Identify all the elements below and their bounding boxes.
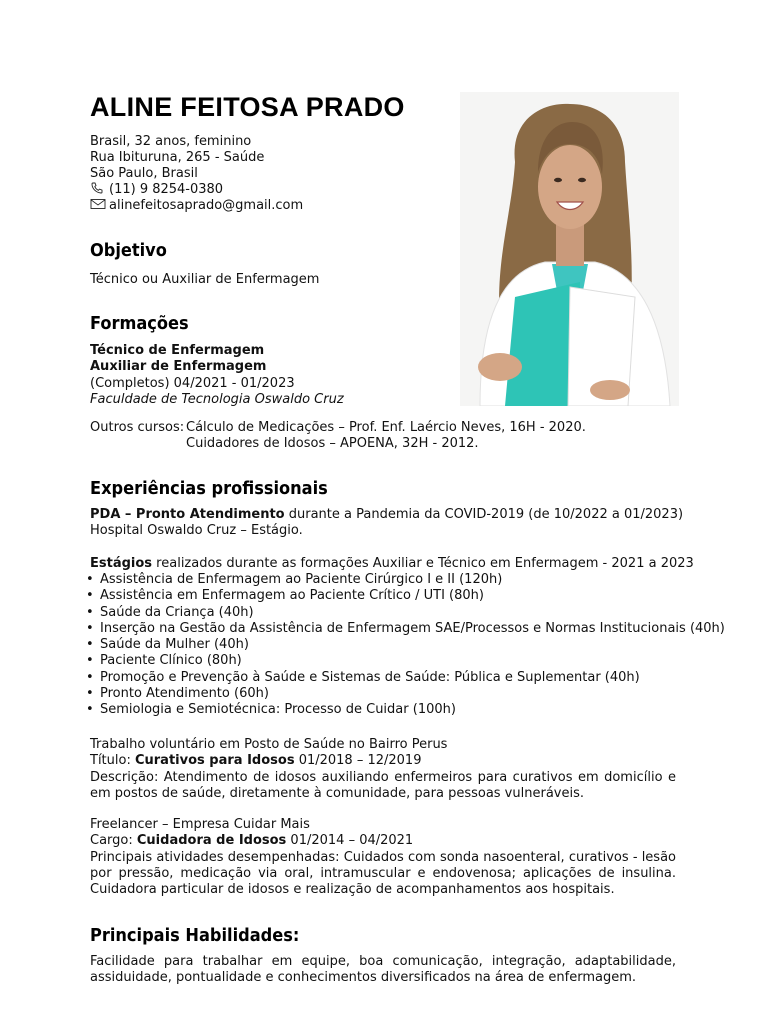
email-line [90,198,303,214]
phone-icon [90,182,106,194]
estagios-heading [90,556,694,572]
list-item: • Semiologia e Semiotécnica: Processo de Cuidar (100h) [92,702,725,718]
section-title-habilidades: Principais Habilidades: [90,925,300,946]
personal-info: Brasil, 32 anos, feminino [90,134,252,149]
voluntario-title-label: Título: [90,753,135,769]
section-title-formacoes: Formações [90,313,189,334]
pda-hospital: Hospital Oswaldo Cruz – Estágio. [90,523,303,539]
contact-block [90,134,303,214]
estagios-list [92,572,725,719]
voluntario-heading: Trabalho voluntário em Posto de Saúde no Bairro Perus [90,737,448,752]
phone-number: (11) 9 8254-0380 [109,182,224,197]
list-item: • Pronto Atendimento (60h) [92,686,725,702]
email-address[interactable]: alinefeitosaprado@gmail.com [109,198,304,213]
freelancer-cargo-label: Cargo: [90,833,137,849]
course-tecnico: Técnico de Enfermagem [90,343,265,358]
address-street: Rua Ibituruna, 265 - Saúde [90,150,265,165]
pda-detail: durante a Pandemia da COVID-2019 (de 10/2022 a 01/2023) [284,507,684,522]
outros-cursos-label: Outros cursos: [90,420,185,435]
freelancer-heading: Freelancer – Empresa Cuidar Mais [90,817,310,832]
list-item: • Assistência de Enfermagem ao Paciente Cirúrgico I e II (120h) [92,572,725,588]
profile-photo-illustration [460,92,679,406]
course-status: (Completos) 04/2021 - 01/2023 [90,375,295,391]
candidate-name: ALINE FEITOSA PRADO [90,92,405,122]
list-item: • Promoção e Prevenção à Saúde e Sistemas de Saúde: Pública e Suplementar (40h) [92,670,725,686]
voluntario-title: Curativos para Idosos [134,753,295,769]
voluntario-block [90,737,676,802]
freelancer-cargo: Cuidadora de Idosos [136,833,287,849]
outros-cursos-list [186,420,586,453]
freelancer-description: Principais atividades desempenhadas: Cuidados com sonda nasoenteral, curativos - lesão por pressão, medicação via oral, intramuscular e endovenosa; aplicações de insulina. Cuidadora particular de idosos e realização de acompanhamentos aos hospitais. [90,849,676,898]
objetivo-text: Técnico ou Auxiliar de Enfermagem [90,272,320,287]
list-item: • Paciente Clínico (80h) [92,653,725,669]
list-item: • Inserção na Gestão da Assistência de Enfermagem SAE/Processos e Normas Institucionais (40h) [92,621,725,637]
voluntario-dates: 01/2018 – 12/2019 [294,753,422,769]
voluntario-description: Descrição: Atendimento de idosos auxiliando enfermeiros para curativos em domicílio e em postos de saúde, diretamente à comunidade, para pessoas vulneráveis. [90,769,676,801]
freelancer-dates: 01/2014 – 04/2021 [286,833,414,849]
estagios-detail: realizados durante as formações Auxiliar e Técnico em Enfermagem - 2021 a 2023 [152,556,694,571]
pda-block [90,507,683,540]
outros-curso-item: Cálculo de Medicações – Prof. Enf. Laércio Neves, 16H - 2020. [186,420,586,435]
formacoes-block [90,343,344,408]
list-item: • Assistência em Enfermagem ao Paciente Crítico / UTI (80h) [92,588,725,604]
pda-title: PDA – Pronto Atendimento [90,507,285,522]
list-item: • Saúde da Criança (40h) [92,605,725,621]
freelancer-block [90,817,676,898]
phone-line [90,182,303,198]
profile-photo [460,92,679,406]
habilidades-text: Facilidade para trabalhar em equipe, boa comunicação, integração, adaptabilidade, assiduidade, pontualidade e conhecimentos diversificados na área de enfermagem. [90,954,676,986]
course-auxiliar: Auxiliar de Enfermagem [90,359,267,375]
address-city: São Paulo, Brasil [90,166,198,181]
estagios-label: Estágios [90,556,153,571]
course-school: Faculdade de Tecnologia Oswaldo Cruz [90,391,344,407]
list-item: • Saúde da Mulher (40h) [92,637,725,653]
section-title-experiencias: Experiências profissionais [90,478,328,499]
section-title-objetivo: Objetivo [90,240,167,261]
envelope-icon [90,198,106,210]
outros-curso-item: Cuidadores de Idosos – APOENA, 32H - 2012. [186,436,479,452]
